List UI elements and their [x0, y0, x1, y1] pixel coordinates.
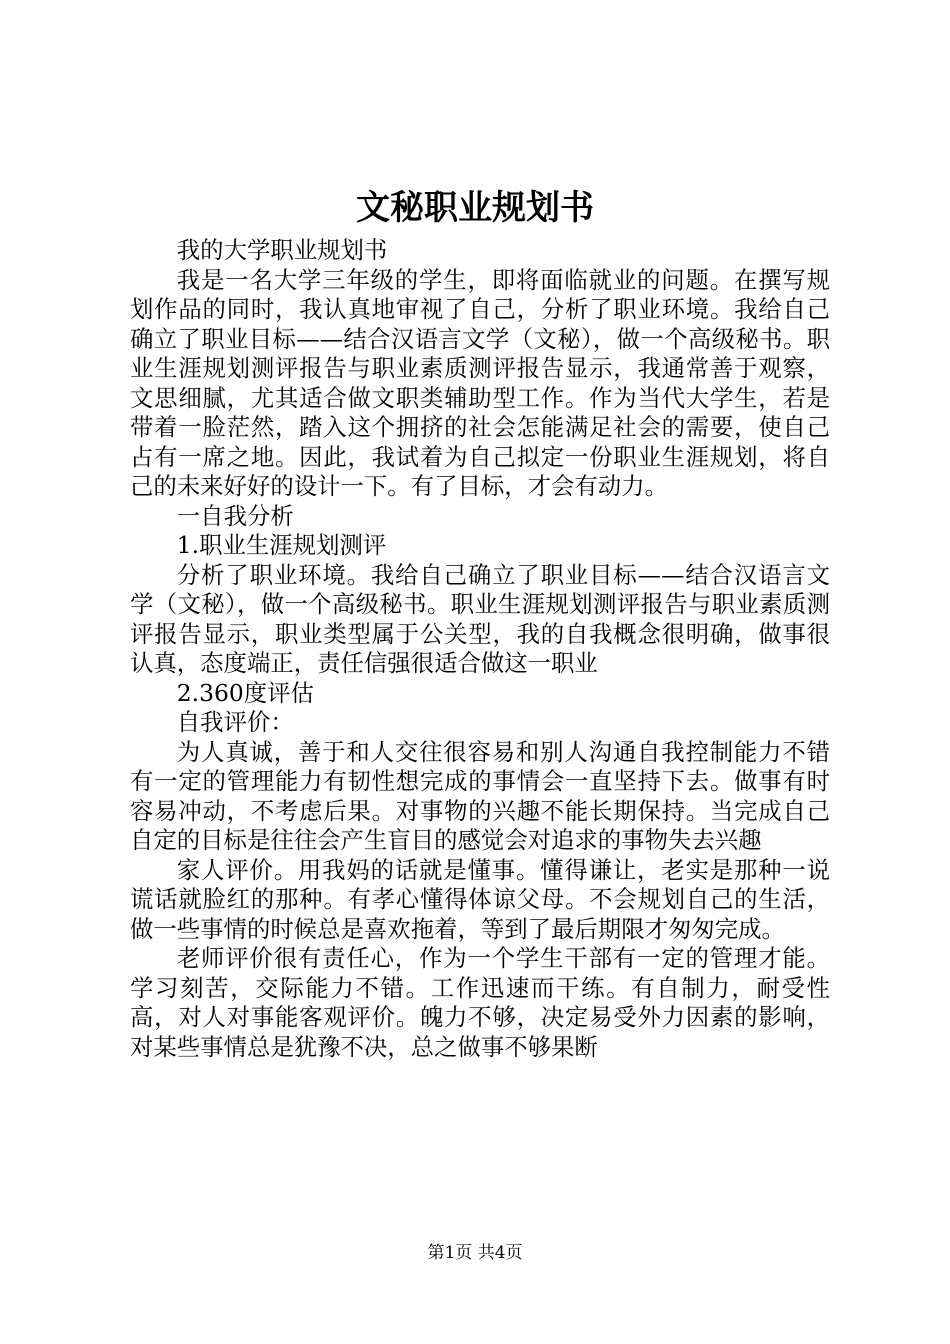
paragraph-career-assessment: 分析了职业环境。我给自己确立了职业目标——结合汉语言文学（文秘），做一个高级秘书。职业生涯规划测评报告与职业素质测评报告显示，职业类型属于公关型，我的自我概念很明确，做事很认真，态度端正，责任信强很适合做这一职业	[130, 560, 830, 677]
paragraph-teacher-evaluation: 老师评价很有责任心，作为一个学生干部有一定的管理才能。学习刻苦，交际能力不错。工作迅速而干练。有自制力，耐受性高，对人对事能客观评价。魄力不够，决定易受外力因素的影响，对某些事情总是犹豫不决，总之做事不够果断	[130, 944, 830, 1061]
section-heading-self-analysis: 一自我分析	[176, 501, 294, 530]
document-body	[130, 236, 830, 1062]
page-number: 第1页 共4页	[427, 1243, 523, 1263]
document-title: 文秘职业规划书	[356, 188, 594, 228]
subsection-heading-career-assessment: 1.职业生涯规划测评	[176, 531, 387, 559]
subsection-heading-360-evaluation: 2.360度评估	[176, 678, 314, 707]
paragraph-self-evaluation: 为人真诚，善于和人交往很容易和别人沟通自我控制能力不错有一定的管理能力有韧性想完成的事情会一直坚持下去。做事有时容易冲动，不考虑后果。对事物的兴趣不能长期保持。当完成自己自定的目标是往往会产生盲目的感觉会对追求的事物失去兴趣	[130, 737, 830, 854]
label-self-evaluation: 自我评价：	[176, 708, 294, 736]
paragraph-intro: 我是一名大学三年级的学生，即将面临就业的问题。在撰写规划作品的同时，我认真地审视了自己，分析了职业环境。我给自己确立了职业目标——结合汉语言文学（文秘），做一个高级秘书。职业生涯规划测评报告与职业素质测评报告显示，我通常善于观察，文思细腻，尤其适合做文职类辅助型工作。作为当代大学生，若是带着一脸茫然，踏入这个拥挤的社会怎能满足社会的需要，使自己占有一席之地。因此，我试着为自己拟定一份职业生涯规划，将自己的未来好好的设计一下。有了目标，才会有动力。	[130, 265, 830, 500]
paragraph-family-evaluation: 家人评价。用我妈的话就是懂事。懂得谦让，老实是那种一说谎话就脸红的那种。有孝心懂得体谅父母。不会规划自己的生活，做一些事情的时候总是喜欢拖着，等到了最后期限才匆匆完成。	[130, 855, 830, 943]
paragraph-heading: 我的大学职业规划书	[176, 236, 388, 264]
